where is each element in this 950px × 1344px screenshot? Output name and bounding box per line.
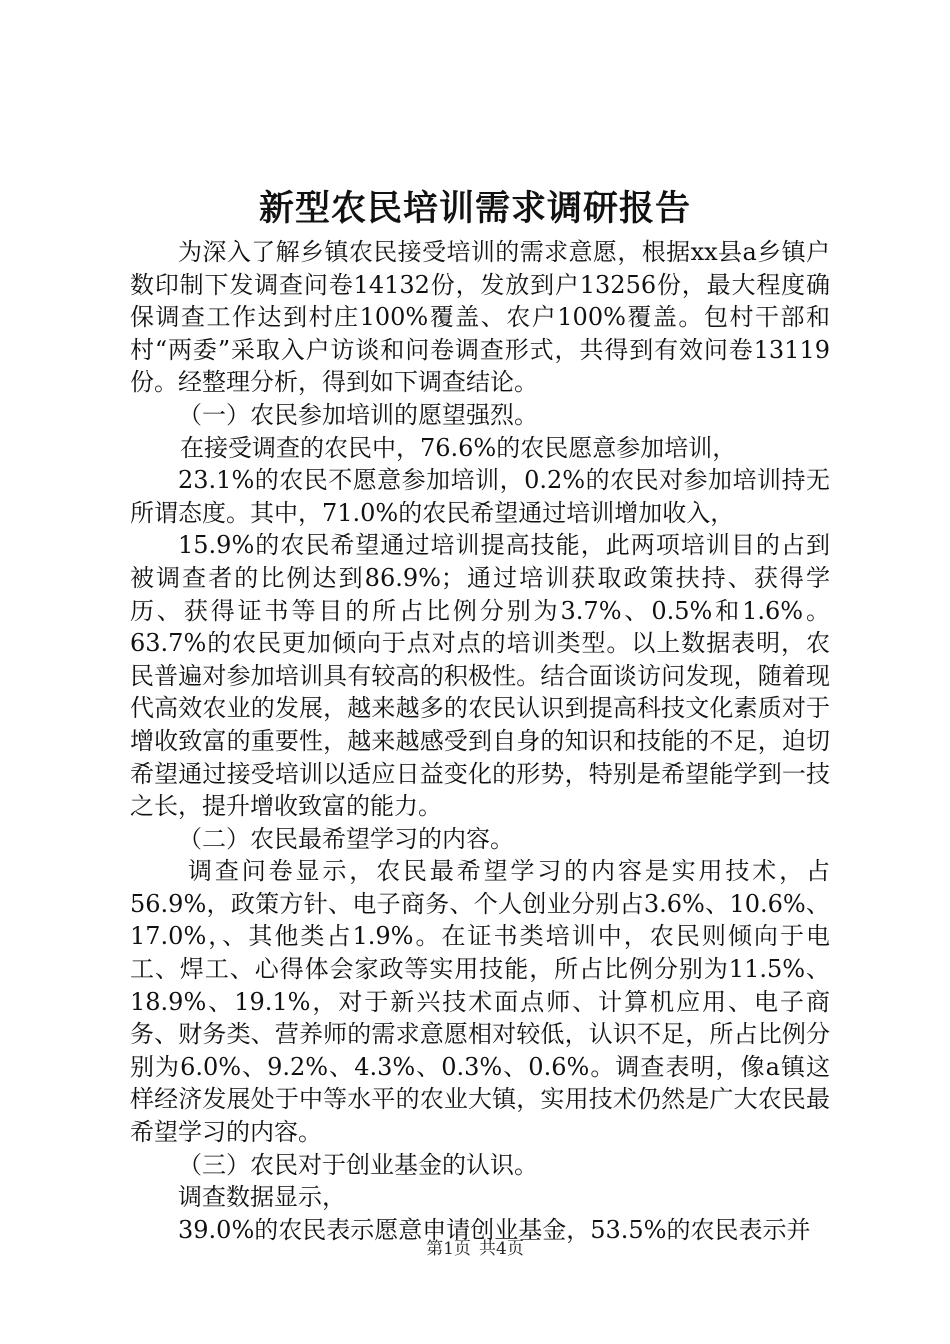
paragraph: 39.0%的农民表示愿意申请创业基金，53.5%的农民表示并 (178, 1215, 811, 1244)
section-heading-3: （三）农民对于创业基金的认识。 (178, 1150, 538, 1179)
section-heading-1: （一）农民参加培训的愿望强烈。 (178, 400, 538, 429)
paragraph: 23.1%的农民不愿意参加培训，0.2%的农民对参加培训持无所谓态度。其中，71.0%的农民希望通过培训增加收入， (130, 466, 830, 527)
page-total: 共4页 (479, 1239, 524, 1259)
document-body (130, 236, 830, 1246)
page-number: 第1页 (426, 1239, 471, 1259)
paragraph: 调查问卷显示，农民最希望学习的内容是实用技术，占56.9%，政策方针、电子商务、个人创业分别占3.6%、10.6%、17.0%，、其他类占1.9%。在证书类培训中，农民则倾向于电工、焊工、心得体会家政等实用技能，所占比例分别为11.5%、18.9%、19.1%，对于新兴技术面点师、计算机应用、电子商务、财务类、营养师的需求意愿相对较低，认识不足，所占比例分别为6.0%、9.2%、4.3%、0.3%、0.6%。调查表明，像a镇这样经济发展处于中等水平的农业大镇，实用技术仍然是广大农民最希望学习的内容。 (130, 857, 830, 1147)
paragraph: 15.9%的农民希望通过培训提高技能，此两项培训目的占到被调查者的比例达到86.9%；通过培训获取政策扶持、获得学历、获得证书等目的所占比例分别为3.7%、0.5%和1.6%。63.7%的农民更加倾向于点对点的培训类型。以上数据表明，农民普遍对参加培训具有较高的积极性。结合面谈访问发现，随着现代高效农业的发展，越来越多的农民认识到提高科技文化素质对于增收致富的重要性，越来越感受到自身的知识和技能的不足，迫切希望通过接受培训以适应日益变化的形势，特别是希望能学到一技之长，提升增收致富的能力。 (130, 531, 830, 821)
paragraph: 调查数据显示， (178, 1183, 346, 1212)
paragraph-intro: 为深入了解乡镇农民接受培训的需求意愿，根据xx县a乡镇户数印制下发调查问卷14132份，发放到户13256份，最大程度确保调查工作达到村庄100%覆盖、农户100%覆盖。包村干部和村“两委”采取入户访谈和问卷调查形式，共得到有效问卷13119份。经整理分析，得到如下调查结论。 (130, 238, 830, 397)
section-heading-2: （二）农民最希望学习的内容。 (178, 824, 514, 853)
paragraph: 在接受调查的农民中，76.6%的农民愿意参加培训， (180, 433, 737, 462)
page-footer (0, 1238, 950, 1260)
document-title: 新型农民培训需求调研报告 (258, 188, 691, 229)
